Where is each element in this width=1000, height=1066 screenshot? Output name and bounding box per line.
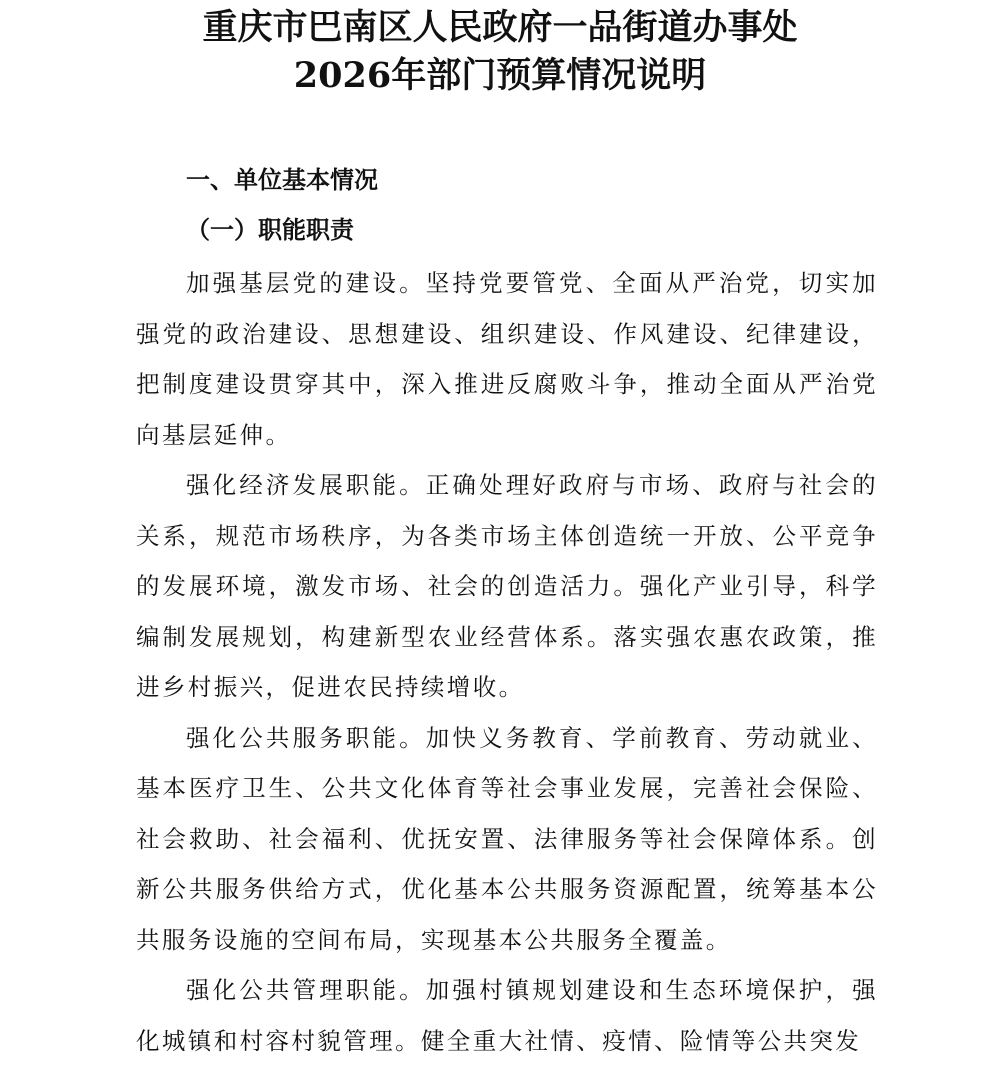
document-body	[136, 258, 878, 1066]
paragraph-party-building: 加强基层党的建设。坚持党要管党、全面从严治党，切实加强党的政治建设、思想建设、组织建设、作风建设、纪律建设，把制度建设贯穿其中，深入推进反腐败斗争，推动全面从严治党向基层延伸。	[136, 269, 878, 449]
paragraph-economic-development: 强化经济发展职能。正确处理好政府与市场、政府与社会的关系，规范市场秩序，为各类市场主体创造统一开放、公平竞争的发展环境，激发市场、社会的创造活力。强化产业引导，科学编制发展规划，构建新型农业经营体系。落实强农惠农政策，推进乡村振兴，促进农民持续增收。	[136, 471, 878, 701]
document-title-line-1: 重庆市巴南区人民政府一品街道办事处	[202, 7, 798, 48]
section-heading: 一、单位基本情况	[186, 166, 378, 194]
document-title-line-2: 2026年部门预算情况说明	[293, 55, 707, 96]
subsection-heading: （一）职能职责	[186, 216, 354, 244]
paragraph-public-service: 强化公共服务职能。加快义务教育、学前教育、劳动就业、基本医疗卫生、公共文化体育等社会事业发展，完善社会保险、社会救助、社会福利、优抚安置、法律服务等社会保障体系。创新公共服务供给方式，优化基本公共服务资源配置，统筹基本公共服务设施的空间布局，实现基本公共服务全覆盖。	[136, 723, 878, 954]
paragraph-public-management: 强化公共管理职能。加强村镇规划建设和生态环境保护，强化城镇和村容村貌管理。健全重大社情、疫情、险情等公共突发	[136, 976, 878, 1055]
